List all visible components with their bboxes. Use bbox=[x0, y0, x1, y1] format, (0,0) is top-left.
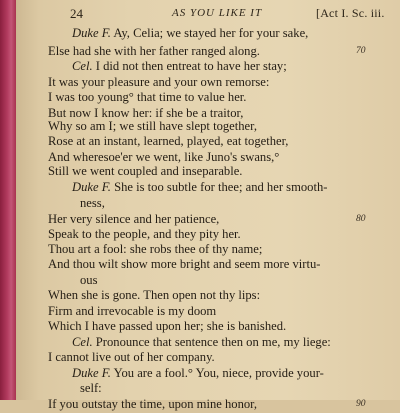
speaker-name: Duke F. bbox=[72, 26, 111, 41]
page-header bbox=[16, 6, 400, 24]
verse-line bbox=[72, 178, 327, 196]
line-text: I was too young° that time to value her. bbox=[48, 89, 247, 104]
line-text: Pronounce that sentence then on me, my liege: bbox=[92, 334, 331, 349]
book-page bbox=[16, 0, 400, 412]
line-text: You are a fool.° You, niece, provide your- bbox=[110, 365, 324, 380]
page-number: 24 bbox=[70, 6, 83, 21]
line-text: When she is gone. Then open not thy lips: bbox=[48, 288, 261, 303]
line-text: But now I know her: if she be a traitor, bbox=[48, 105, 244, 120]
line-number: 80 bbox=[356, 214, 366, 225]
line-text: Thou art a fool: she robs thee of thy name; bbox=[48, 242, 263, 257]
verse-line bbox=[48, 395, 257, 413]
line-number: 70 bbox=[356, 45, 366, 56]
line-text: ness, bbox=[80, 196, 105, 211]
speaker-name: Cel. bbox=[72, 334, 93, 349]
speaker-name: Duke F. bbox=[72, 365, 111, 380]
line-text: Rose at an instant, learned, played, eat together, bbox=[48, 134, 289, 149]
line-text: She is too subtle for thee; and her smooth- bbox=[110, 180, 328, 195]
line-text: Which I have passed upon her; she is banished. bbox=[48, 319, 287, 334]
line-text: self: bbox=[80, 381, 102, 396]
line-text: Why so am I; we still have slept together, bbox=[48, 119, 257, 134]
line-text: And thou wilt show more bright and seem more virtu- bbox=[48, 257, 321, 272]
line-text: And wheresoe'er we went, like Juno's swans,° bbox=[48, 150, 280, 165]
verse-line bbox=[72, 364, 324, 382]
line-text: I did not then entreat to have her stay; bbox=[92, 59, 287, 74]
act-scene-marker: [Act I. Sc. iii. bbox=[316, 6, 385, 20]
line-number: 90 bbox=[356, 399, 366, 410]
line-text: Still we went coupled and inseparable. bbox=[48, 164, 243, 179]
speaker-name: Cel. bbox=[72, 59, 93, 74]
line-text: Else had she with her father ranged along. bbox=[48, 43, 260, 58]
line-text: ous bbox=[80, 273, 98, 288]
running-title: AS YOU LIKE IT bbox=[172, 7, 263, 19]
speaker-name: Duke F. bbox=[72, 180, 111, 195]
line-text: If you outstay the time, upon mine honor, bbox=[48, 397, 258, 412]
verse-line bbox=[72, 24, 308, 42]
book-spine-edge bbox=[0, 0, 16, 400]
line-text: I cannot live out of her company. bbox=[48, 350, 215, 365]
line-text: Speak to the people, and they pity her. bbox=[48, 227, 241, 242]
line-text: Her very silence and her patience, bbox=[48, 212, 220, 227]
line-text: It was your pleasure and your own remorse: bbox=[48, 75, 270, 90]
line-text: Ay, Celia; we stayed her for your sake, bbox=[110, 26, 309, 41]
line-text: Firm and irrevocable is my doom bbox=[48, 304, 217, 319]
